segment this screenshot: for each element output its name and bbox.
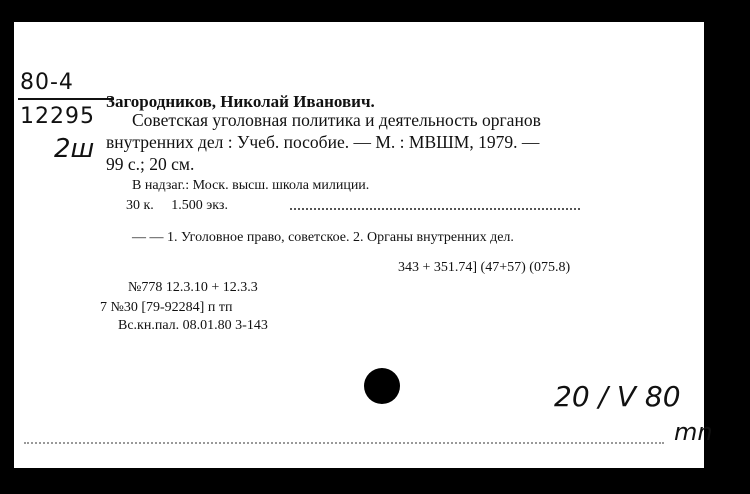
call-number-mark: 2ш [54,134,95,164]
note-line: В надзаг.: Моск. высш. школа милиции. [132,178,370,193]
handwritten-initials: mn [674,418,713,446]
order-line-1: №778 12.3.10 + 12.3.3 [128,280,258,295]
dotted-filler [290,208,580,210]
handwritten-date: 20 / V 80 [554,380,681,413]
title-line-3: 99 с.; 20 см. [106,154,195,174]
call-number-line1: 80-4 [20,70,74,95]
punch-hole [364,368,400,404]
author-heading: Загородников, Николай Иванович. [106,92,375,111]
title-line-1: Советская уголовная политика и деятельность органов [132,110,541,130]
bottom-edge-dots [24,442,664,444]
catalog-card [14,22,713,468]
classification-index: 343 + 351.74] (47+57) (075.8) [398,260,571,275]
subject-headings: — — 1. Уголовное право, советское. 2. Органы внутренних дел. [132,230,514,245]
order-line-3: Вс.кн.пал. 08.01.80 3-143 [118,318,268,333]
title-line-2: внутренних дел : Учеб. пособие. — М. : МВШМ, 1979. — [106,132,540,152]
call-number-divider [18,98,114,100]
call-number-line2: 12295 [20,104,95,129]
price-line: 30 к. 1.500 экз. [126,198,228,213]
order-line-2: 7 №30 [79-92284] п тп [100,300,233,315]
